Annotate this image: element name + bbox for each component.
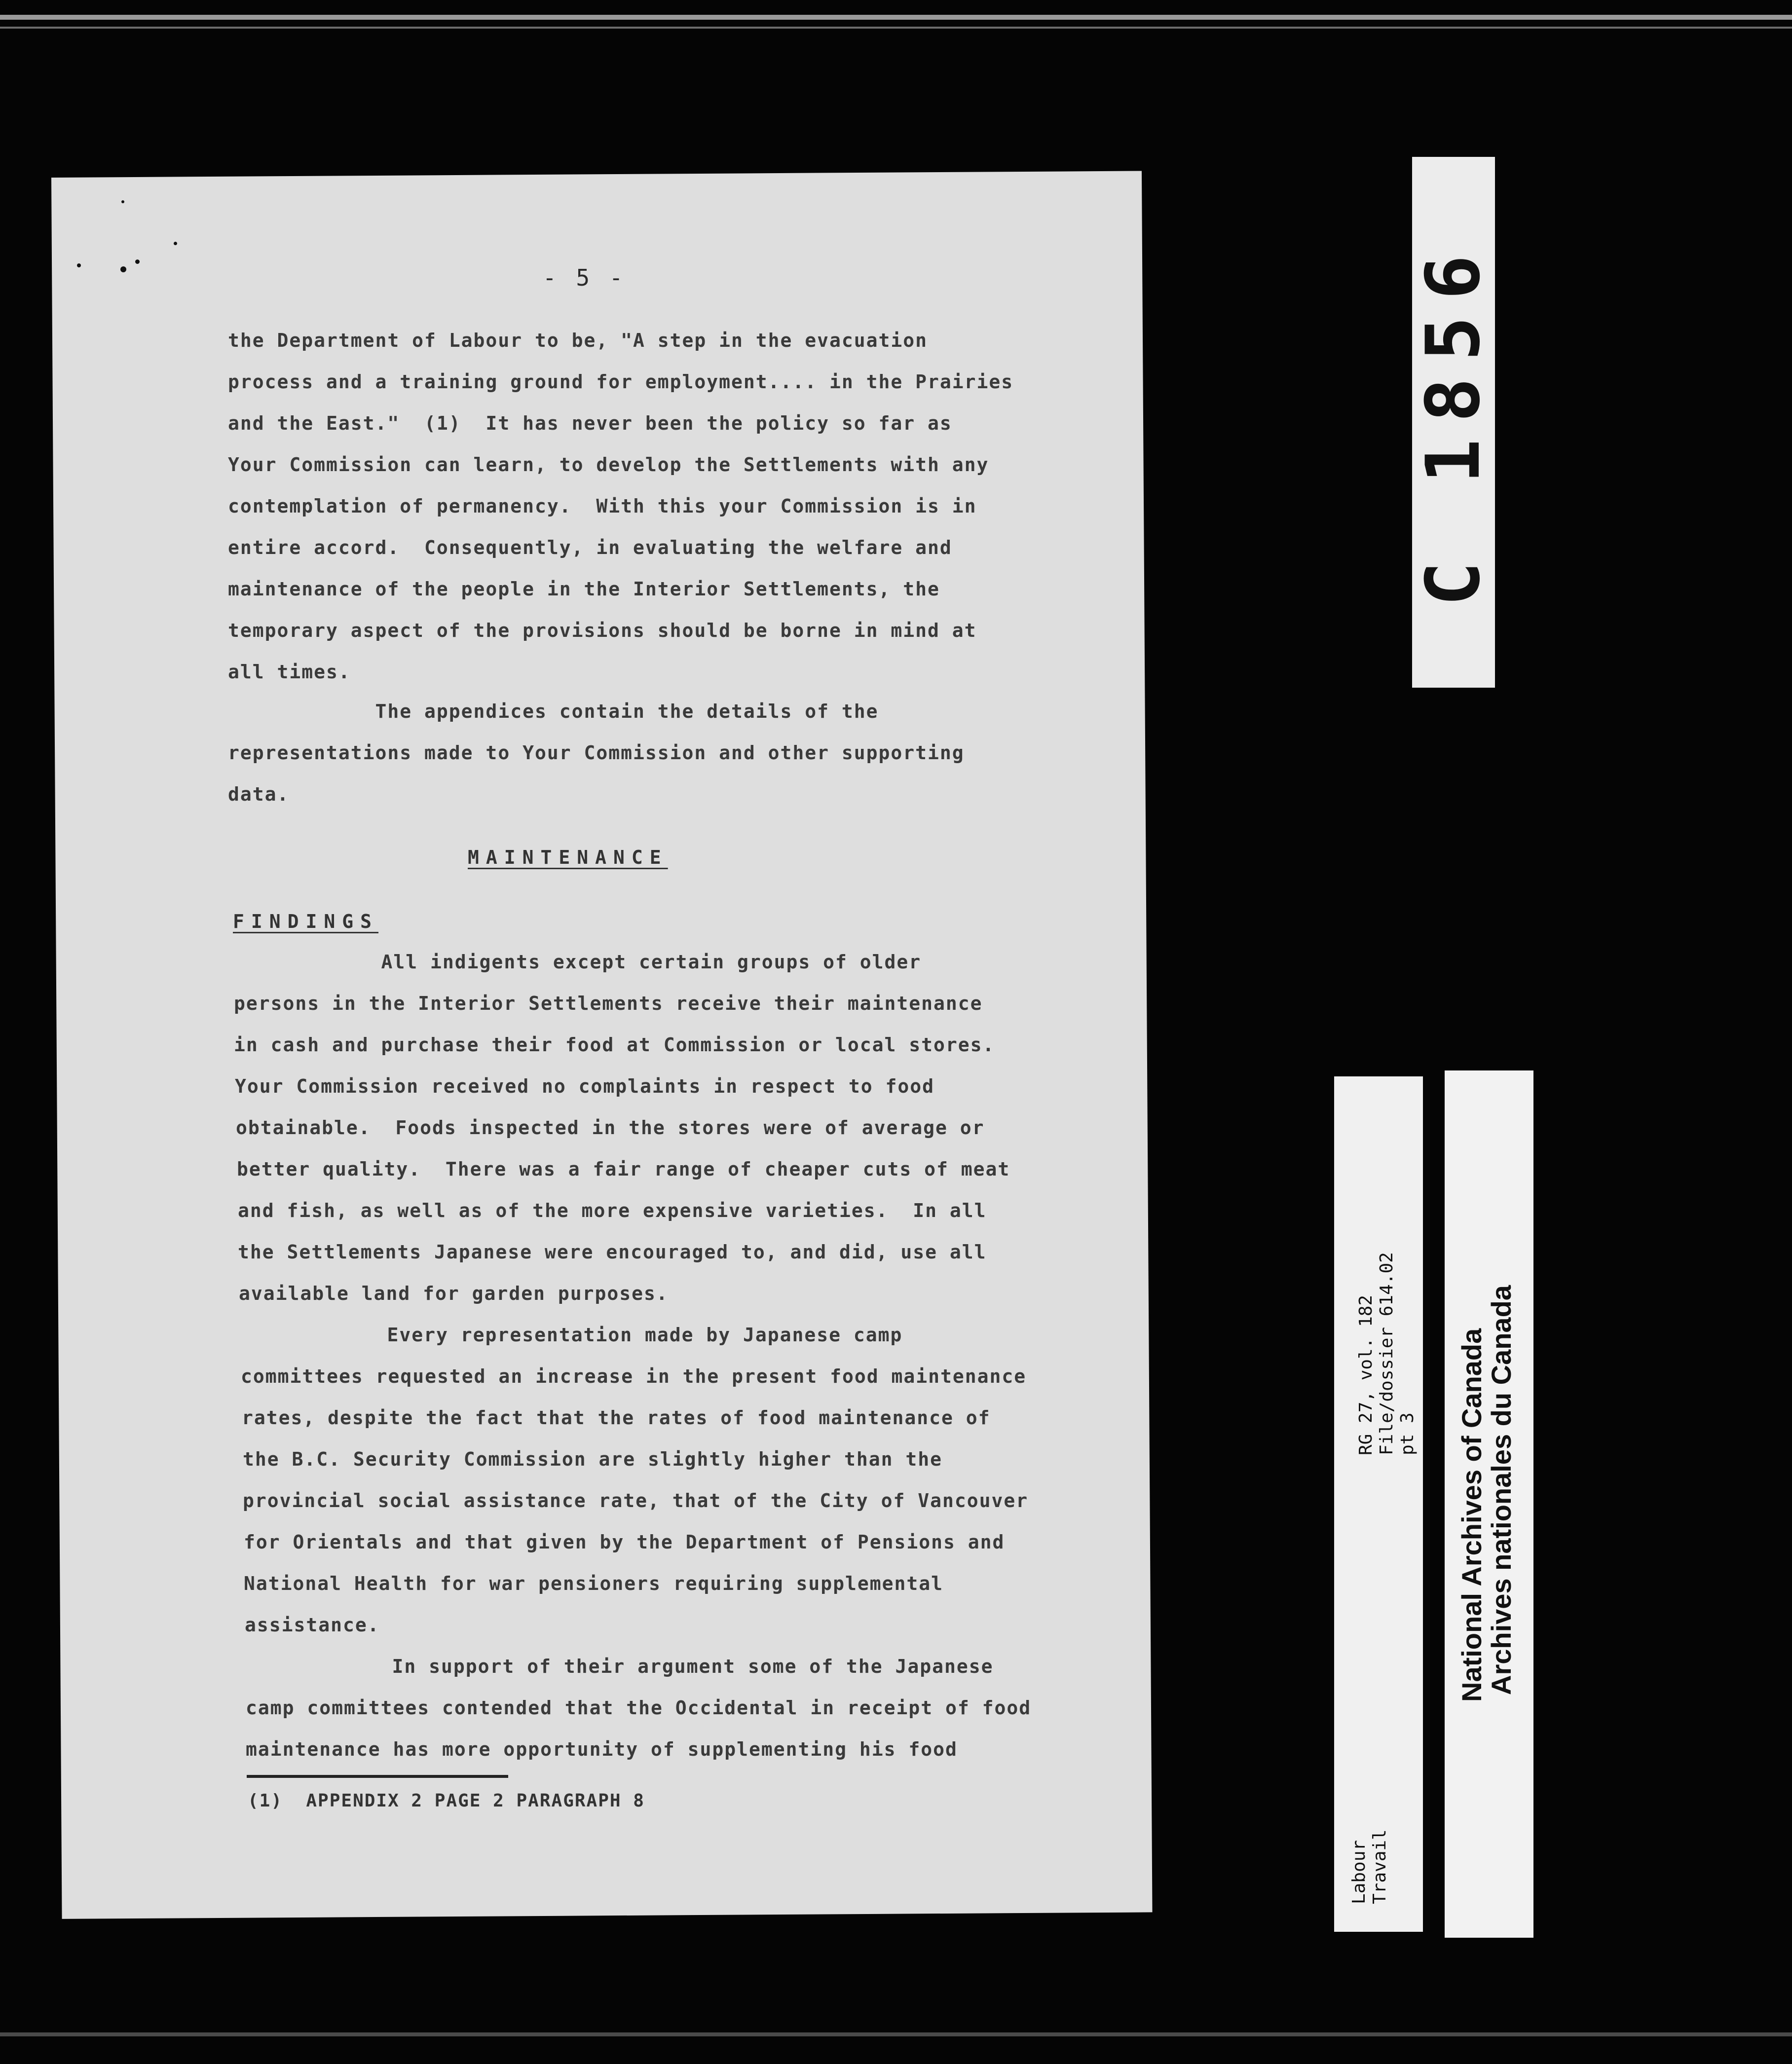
body-line: provincial social assistance rate, that of the City of Vancouver [243, 1490, 1029, 1511]
section-heading: MAINTENANCE [468, 847, 668, 868]
body-line: National Health for war pensioners requiring supplemental [244, 1573, 944, 1594]
body-line: better quality. There was a fair range of cheaper cuts of meat [237, 1158, 1010, 1180]
body-line: available land for garden purposes. [239, 1283, 669, 1304]
body-line: rates, despite the fact that the rates of food maintenance of [242, 1407, 991, 1429]
archives-name-fr: Archives nationales du Canada [1486, 1285, 1517, 1695]
footnote-rule [247, 1775, 508, 1778]
dust-speck [77, 263, 81, 267]
reel-number-frame [1412, 157, 1495, 688]
body-line: maintenance of the people in the Interior Settlements, the [228, 578, 940, 600]
body-line: committees requested an increase in the present food maintenance [241, 1365, 1027, 1387]
body-line: the Settlements Japanese were encouraged to, and did, use all [238, 1241, 987, 1263]
reference-card [1334, 1076, 1423, 1932]
body-line: assistance. [245, 1614, 380, 1636]
dust-speck [121, 200, 124, 203]
body-line: Your Commission received no complaints in respect to food [235, 1075, 935, 1097]
body-line: camp committees contended that the Occidental in receipt of food [246, 1697, 1032, 1719]
body-line: temporary aspect of the provisions should be borne in mind at [228, 620, 977, 641]
body-line: Every representation made by Japanese camp [240, 1324, 903, 1346]
dust-speck [120, 266, 126, 272]
body-line: In support of their argument some of the Japanese [245, 1656, 994, 1677]
body-line: for Orientals and that given by the Department of Pensions and [244, 1531, 1005, 1553]
body-line: obtainable. Foods inspected in the stores were of average or [236, 1117, 985, 1139]
body-line: representations made to Your Commission and other supporting [228, 742, 965, 764]
body-line: and fish, as well as of the more expensive varieties. In all [238, 1200, 987, 1221]
department-line: Travail [1370, 1829, 1390, 1904]
reference-line: pt 3 [1397, 1412, 1418, 1455]
dust-speck [135, 259, 140, 264]
body-line: and the East." (1) It has never been the policy so far as [228, 412, 952, 434]
reel-number: C 1856 [1411, 238, 1497, 606]
body-line: Your Commission can learn, to develop the Settlements with any [228, 454, 989, 476]
body-line: All indigents except certain groups of older [234, 951, 922, 973]
body-line: the B.C. Security Commission are slightly higher than the [243, 1448, 943, 1470]
department-line: Labour [1349, 1840, 1369, 1904]
body-line: The appendices contain the details of the [228, 700, 879, 722]
body-line: data. [228, 783, 290, 805]
page-number: - 5 - [543, 264, 626, 291]
dust-speck [174, 242, 177, 245]
body-line: the Department of Labour to be, "A step in the evacuation [228, 330, 928, 351]
body-line: persons in the Interior Settlements receive their maintenance [234, 993, 983, 1014]
reference-line: RG 27, vol. 182 [1356, 1294, 1376, 1455]
footnote: (1) APPENDIX 2 PAGE 2 PARAGRAPH 8 [248, 1791, 645, 1811]
body-line: maintenance has more opportunity of supplementing his food [246, 1738, 958, 1760]
body-line: process and a training ground for employment.... in the Prairies [228, 371, 1014, 393]
body-line: entire accord. Consequently, in evaluating the welfare and [228, 537, 952, 558]
body-line: all times. [228, 661, 351, 683]
body-line: in cash and purchase their food at Commission or local stores. [234, 1034, 995, 1056]
archives-name-en: National Archives of Canada [1456, 1328, 1487, 1702]
reference-line: File/dossier 614.02 [1377, 1252, 1397, 1455]
subheading: FINDINGS [233, 911, 379, 932]
body-line: contemplation of permanency. With this your Commission is in [228, 495, 977, 517]
